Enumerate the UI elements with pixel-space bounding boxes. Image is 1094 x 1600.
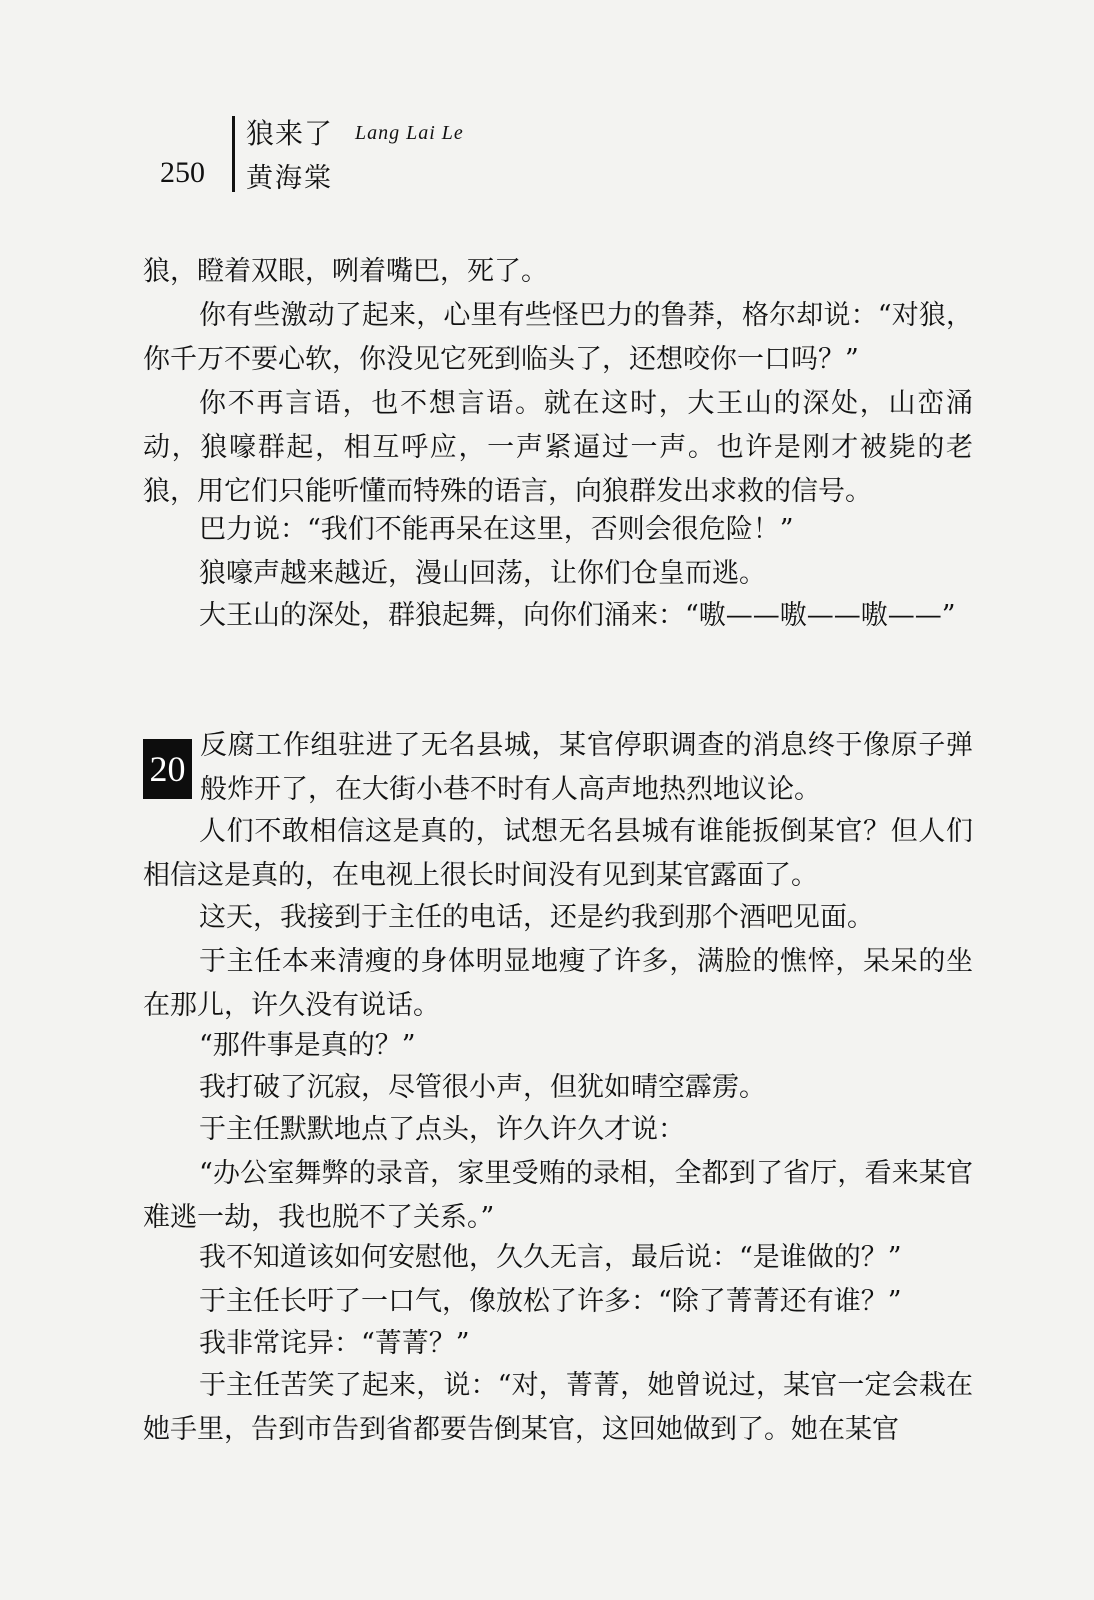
paragraph: 于主任本来清瘦的身体明显地瘦了许多，满脸的憔悴，呆呆的坐在那儿，许久没有说话。 (143, 946, 973, 1021)
paragraph: 我非常诧异：“菁菁？” (199, 1328, 470, 1359)
section-number-badge: 20 (143, 739, 192, 799)
paragraph: 大王山的深处，群狼起舞，向你们涌来：“嗷——嗷——嗷——” (199, 600, 956, 631)
author-name: 黄海棠 (246, 163, 333, 194)
paragraph: 我打破了沉寂，尽管很小声，但犹如晴空霹雳。 (199, 1072, 766, 1103)
paragraph: 狼，瞪着双眼，咧着嘴巴，死了。 (143, 256, 548, 287)
paragraph: 这天，我接到于主任的电话，还是约我到那个酒吧见面。 (199, 902, 874, 933)
paragraph: 你有些激动了起来，心里有些怪巴力的鲁莽，格尔却说：“对狼，你千万不要心软，你没见它死到临头了，还想咬你一口吗？” (143, 300, 973, 375)
page-number: 250 (160, 156, 205, 189)
paragraph: 反腐工作组驻进了无名县城，某官停职调查的消息终于像原子弹般炸开了，在大街小巷不时有人高声地热烈地议论。 (200, 730, 973, 805)
paragraph: “那件事是真的？” (199, 1030, 416, 1061)
paragraph: “办公室舞弊的录音，家里受贿的录相，全都到了省厅，看来某官难逃一劫，我也脱不了关系。” (143, 1158, 973, 1233)
book-title: 狼来了 (246, 117, 334, 150)
paragraph: 巴力说：“我们不能再呆在这里，否则会很危险！” (199, 514, 794, 545)
paragraph: 于主任默默地点了点头，许久许久才说： (199, 1114, 685, 1145)
header-divider (232, 116, 235, 192)
paragraph: 人们不敢相信这是真的，试想无名县城有谁能扳倒某官？但人们相信这是真的，在电视上很长时间没有见到某官露面了。 (143, 816, 973, 891)
paragraph: 于主任苦笑了起来，说：“对，菁菁，她曾说过，某官一定会栽在她手里，告到市告到省都要告倒某官，这回她做到了。她在某官 (143, 1370, 973, 1445)
book-title-pinyin: Lang Lai Le (355, 122, 464, 144)
paragraph: 我不知道该如何安慰他，久久无言，最后说：“是谁做的？” (199, 1242, 902, 1273)
running-header (150, 108, 570, 198)
paragraph: 狼嚎声越来越近，漫山回荡，让你们仓皇而逃。 (199, 558, 766, 589)
paragraph: 你不再言语，也不想言语。就在这时，大王山的深处，山峦涌动，狼嚎群起，相互呼应，一声紧逼过一声。也许是刚才被毙的老狼，用它们只能听懂而特殊的语言，向狼群发出求救的信号。 (143, 388, 973, 507)
paragraph: 于主任长吁了一口气，像放松了许多：“除了菁菁还有谁？” (199, 1286, 902, 1317)
